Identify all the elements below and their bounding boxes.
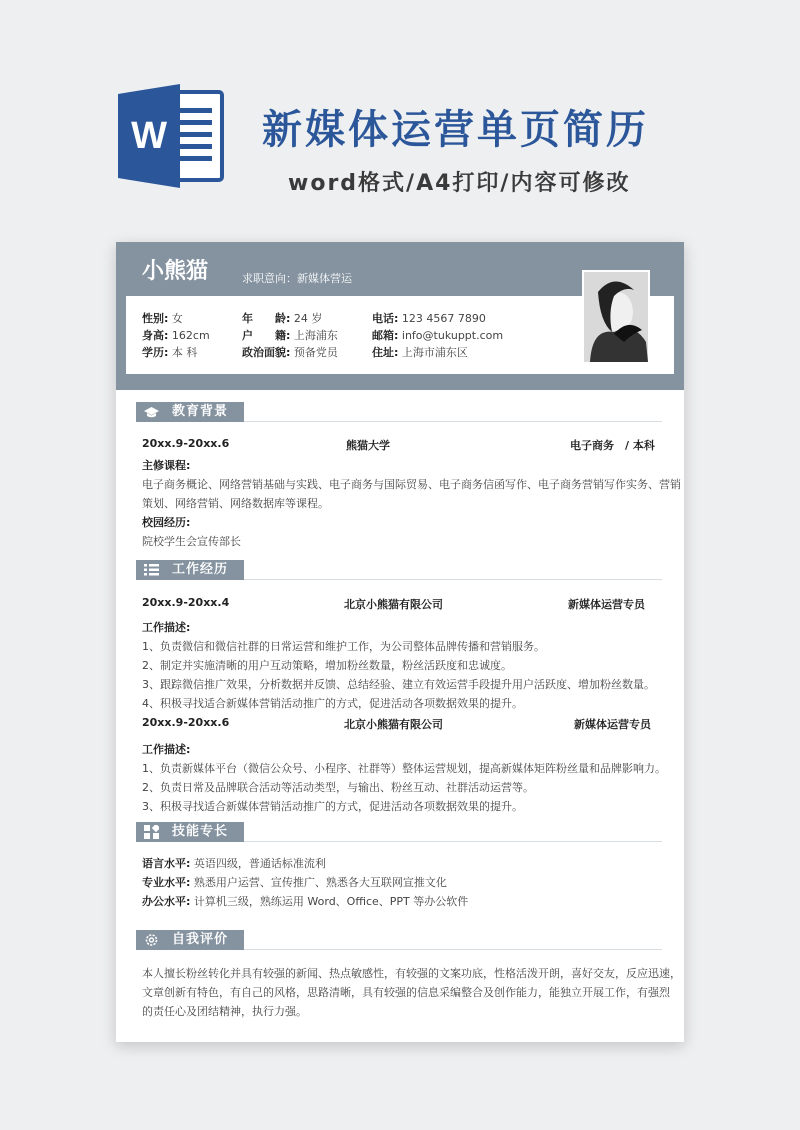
profile-photo-image [584,272,648,362]
age-value: 24 岁 [293,312,323,325]
self-line: 本人擅长粉丝转化并具有较强的新闻、热点敏感性，有较强的文案功底，性格活泼开朗，喜好交友，反应迅速， [142,967,681,980]
age-label: 年 龄: [242,312,291,325]
edu-label: 学历: [142,346,169,359]
section-divider [244,579,662,580]
profile-photo [582,270,650,364]
section-work-header [136,560,244,580]
job-company: 北京小熊猫有限公司 [344,718,443,731]
section-divider [244,841,662,842]
info-col-3 [372,310,503,361]
campus-label: 校园经历: [142,516,191,529]
height-label: 身高: [142,329,169,342]
job-description [142,740,666,816]
word-icon [118,84,226,188]
edu-value: 本 科 [171,346,198,359]
section-education-header [136,402,244,422]
section-skills-header [136,822,244,842]
graduation-cap-icon [144,405,159,419]
phone-label: 电话: [372,312,399,325]
gender-value: 女 [171,312,183,325]
courses-label: 主修课程: [142,459,191,472]
resume-header [116,242,684,390]
job-position: 新媒体运营专员 [568,598,645,611]
email-value: info@tukuppt.com [401,329,504,342]
resume-name: 小熊猫 [142,259,209,284]
phone-value: 123 4567 7890 [401,312,486,325]
banner [0,0,800,220]
lang-label: 语言水平: [142,857,191,870]
edu-school: 熊猫大学 [346,439,390,452]
job-item: 4、积极寻找适合新媒体营销活动推广的方式，促进活动各项数据效果的提升。 [142,697,523,710]
pro-value: 熟悉用户运营、宣传推广、熟悉各大互联网宣推文化 [193,876,447,889]
list-icon [144,563,159,577]
edu-details [142,456,681,551]
address-value: 上海市浦东区 [401,346,468,359]
job-item: 1、负责新媒体平台（微信公众号、小程序、社群等）整体运营规划，提高新媒体矩阵粉丝量和品牌影响力。 [142,762,666,775]
job-desc-label: 工作描述: [142,621,191,634]
self-evaluation [142,964,681,1021]
section-skills-title: 技能专长 [172,824,229,839]
office-label: 办公水平: [142,895,191,908]
section-self-header [136,930,244,950]
hukou-value: 上海浦东 [293,329,338,342]
info-col-2 [242,310,338,361]
self-line: 文章创新有特色，有自己的风格，思路清晰，具有较强的信息采编整合及创作能力，能独立开展工作，有强烈 [142,986,670,999]
lang-value: 英语四级，普通话标准流利 [193,857,326,870]
section-divider [244,949,662,950]
courses-line: 电子商务概论、网络营销基础与实践、电子商务与国际贸易、电子商务信函写作、电子商务营销写作实务、营销 [142,478,681,491]
edu-major: 电子商务 / 本科 [570,439,655,452]
job-desc-label: 工作描述: [142,743,191,756]
pro-label: 专业水平: [142,876,191,889]
edu-date: 20xx.9-20xx.6 [142,437,230,450]
politics-value: 预备党员 [293,346,338,359]
address-label: 住址: [372,346,399,359]
section-education-title: 教育背景 [172,404,229,419]
banner-title: 新媒体运营单页简历 [262,107,649,153]
gender-label: 性别: [142,312,169,325]
skills-list [142,854,468,911]
office-value: 计算机三级，熟练运用 Word、Office、PPT 等办公软件 [193,895,469,908]
job-date: 20xx.9-20xx.4 [142,596,230,609]
word-icon-letter: W [131,115,167,157]
campus-value: 院校学生会宣传部长 [142,535,241,548]
job-description [142,618,655,713]
banner-subtitle: word格式/A4打印/内容可修改 [288,171,631,196]
job-position: 新媒体运营专员 [574,718,651,731]
job-item: 2、制定并实施清晰的用户互动策略，增加粉丝数量，粉丝活跃度和忠诚度。 [142,659,512,672]
politics-label: 政治面貌: [242,346,291,359]
job-company: 北京小熊猫有限公司 [344,598,443,611]
grid-icon [144,825,159,839]
job-item: 2、负责日常及品牌联合活动等活动类型，与输出、粉丝互动、社群活动运营等。 [142,781,534,794]
gear-icon [144,933,159,947]
courses-line: 策划、网络营销、网络数据库等课程。 [142,497,329,510]
job-date: 20xx.9-20xx.6 [142,716,230,729]
section-self-title: 自我评价 [172,932,229,947]
job-item: 3、跟踪微信推广效果，分析数据并反馈、总结经验、建立有效运营手段提升用户活跃度、增加粉丝数量。 [142,678,655,691]
section-work-title: 工作经历 [172,562,229,577]
hukou-label: 户 籍: [242,329,291,342]
info-col-1 [142,310,210,361]
email-label: 邮箱: [372,329,399,342]
job-item: 1、负责微信和微信社群的日常运营和维护工作，为公司整体品牌传播和营销服务。 [142,640,545,653]
self-line: 的责任心及团结精神，执行力强。 [142,1005,307,1018]
section-divider [244,421,662,422]
height-value: 162cm [171,329,210,342]
job-intent: 求职意向：新媒体营运 [242,272,352,285]
resume-sheet [116,242,684,1042]
job-item: 3、积极寻找适合新媒体营销活动推广的方式，促进活动各项数据效果的提升。 [142,800,523,813]
